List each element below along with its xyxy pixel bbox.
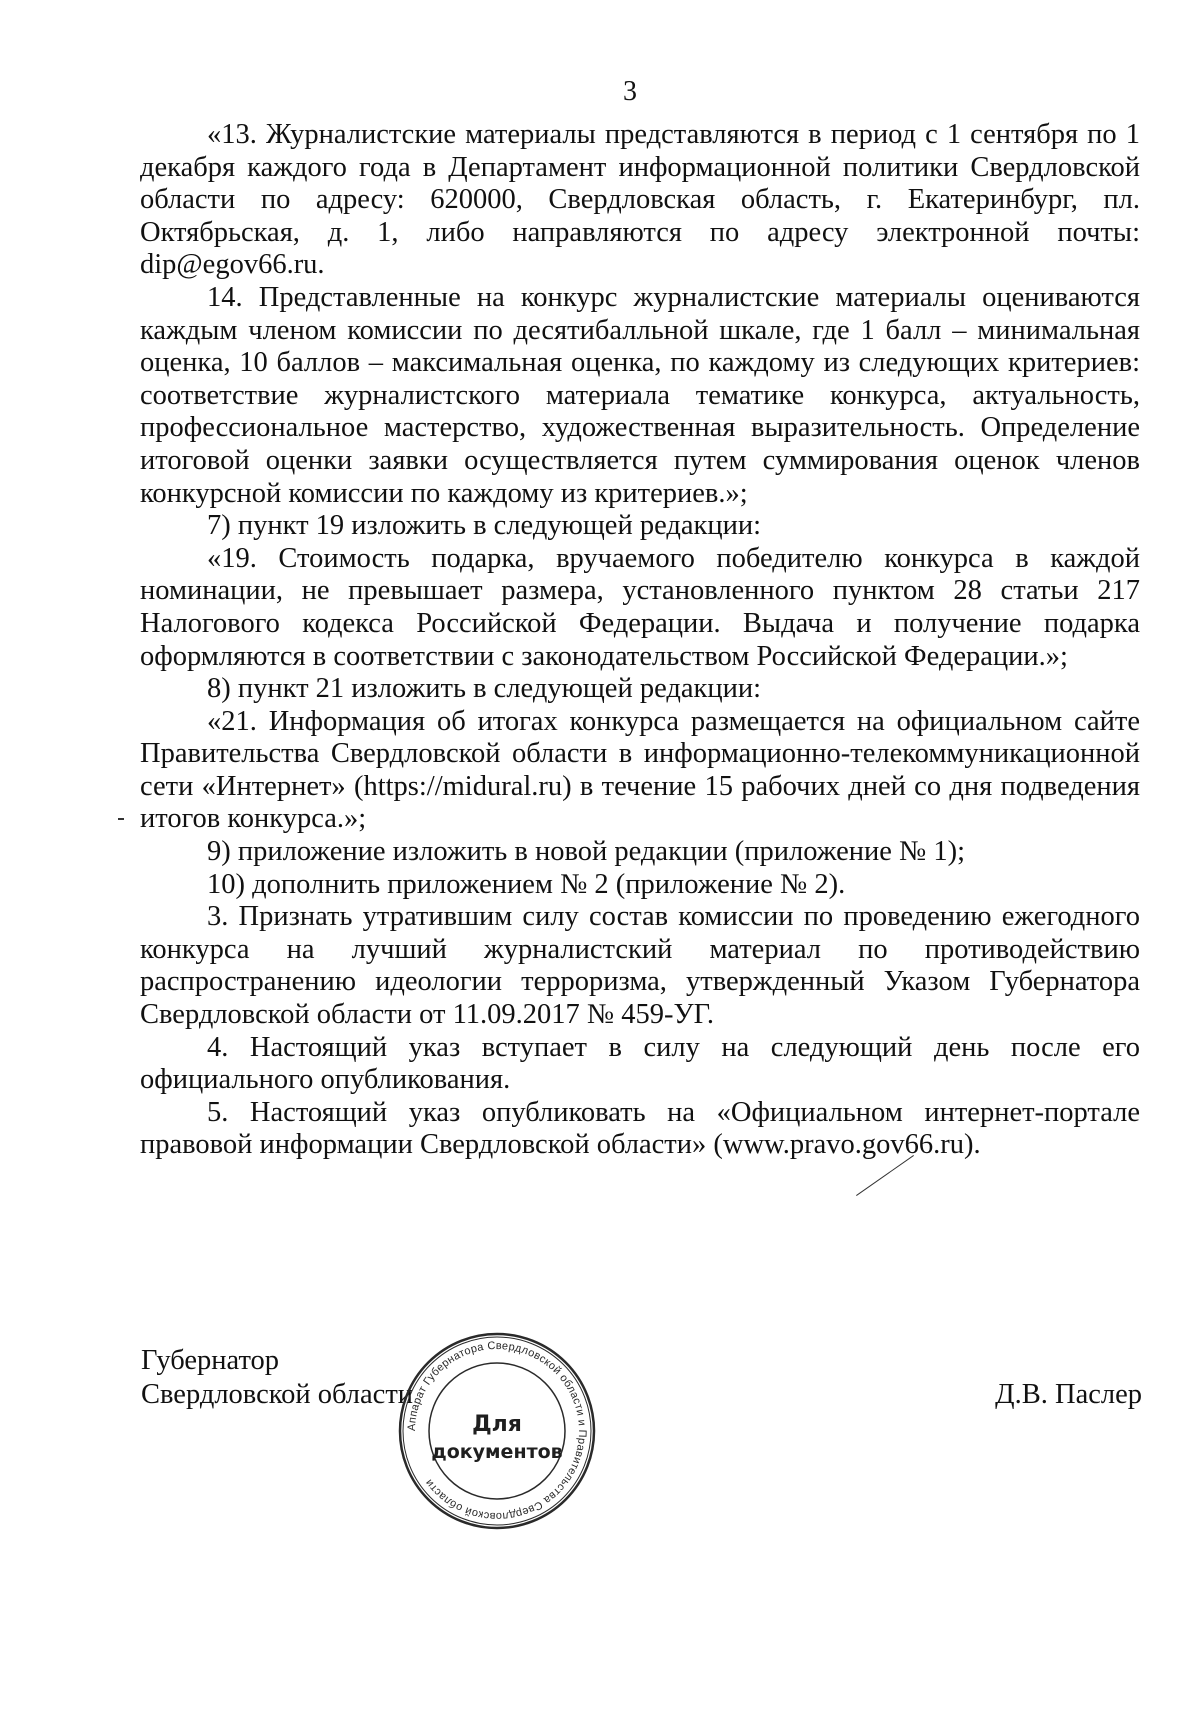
stamp-center-line-2: документов — [431, 1441, 563, 1463]
paragraph-point-10: 10) дополнить приложением № 2 (приложение № 2). — [207, 868, 846, 900]
page-number: 3 — [623, 76, 637, 107]
scan-mark — [118, 818, 124, 820]
stamp-ring-text-path: Аппарат Губернатора Свердловской области и Правительства Свердловской области — [405, 1339, 589, 1523]
paragraph-section-3: 3. Признать утратившим силу состав комиссии по проведению ежегодного конкурса на лучший журналистский материал по противодействию распространению идеологии терроризма, утвержденный Указом Губернатора Свердловской области от 11.09.2017 № 459-УГ. — [140, 901, 1140, 1031]
paragraph-point-8: 8) пункт 21 изложить в следующей редакции: — [207, 673, 762, 705]
paragraph-item-13: «13. Журналистские материалы представляются в период с 1 сентября по 1 декабря каждого года в Департамент информационной политики Свердловской области по адресу: 620000, Свердловская область, г. Екатеринбург, пл. Октябрьская, д. 1, либо направляются по адресу электронной почты: dip@egov66.ru. — [140, 119, 1140, 281]
paragraph-section-4: 4. Настоящий указ вступает в силу на следующий день после его официального опубликования. — [140, 1031, 1140, 1096]
paragraph-section-5: 5. Настоящий указ опубликовать на «Официальном интернет-портале правовой информации Свердловской области» (www.pravo.gov66.ru). — [140, 1096, 1140, 1161]
paragraph-item-21: «21. Информация об итогах конкурса размещается на официальном сайте Правительства Свердловской области в информационно-телекоммуникационной сети «Интернет» (https://midural.ru) в течение 15 рабочих дней со дня подведения итогов конкурса.»; — [140, 705, 1140, 835]
stamp-center-line-1: Для — [472, 1412, 522, 1437]
signatory-title-line-2: Свердловской области — [141, 1379, 414, 1410]
signatory-title-line-1: Губернатор — [141, 1345, 280, 1376]
signatory-name: Д.В. Паслер — [995, 1379, 1142, 1410]
signatory-title — [141, 1344, 413, 1412]
paragraph-item-14: 14. Представленные на конкурс журналистские материалы оцениваются каждым членом комиссии по десятибалльной шкале, где 1 балл – минимальная оценка, 10 баллов – максимальная оценка, по каждому из следующих критериев: соответствие журналистского материала тематике конкурса, актуальность, профессиональное мастерство, художественная выразительность. Определение итоговой оценки заявки осуществляется путем суммирования оценок членов конкурсной комиссии по каждому из критериев.»; — [140, 281, 1140, 509]
official-stamp — [397, 1331, 597, 1531]
paragraph-item-19: «19. Стоимость подарка, вручаемого победителю конкурса в каждой номинации, не превышает размера, установленного пунктом 28 статьи 217 Налогового кодекса Российской Федерации. Выдача и получение подарка оформляются в соответствии с законодательством Российской Федерации.»; — [140, 542, 1140, 672]
paragraph-point-7: 7) пункт 19 изложить в следующей редакции: — [207, 510, 762, 542]
paragraph-point-9: 9) приложение изложить в новой редакции (приложение № 1); — [207, 836, 966, 868]
signature-block — [141, 1344, 1141, 1444]
document-body — [140, 119, 1140, 1162]
